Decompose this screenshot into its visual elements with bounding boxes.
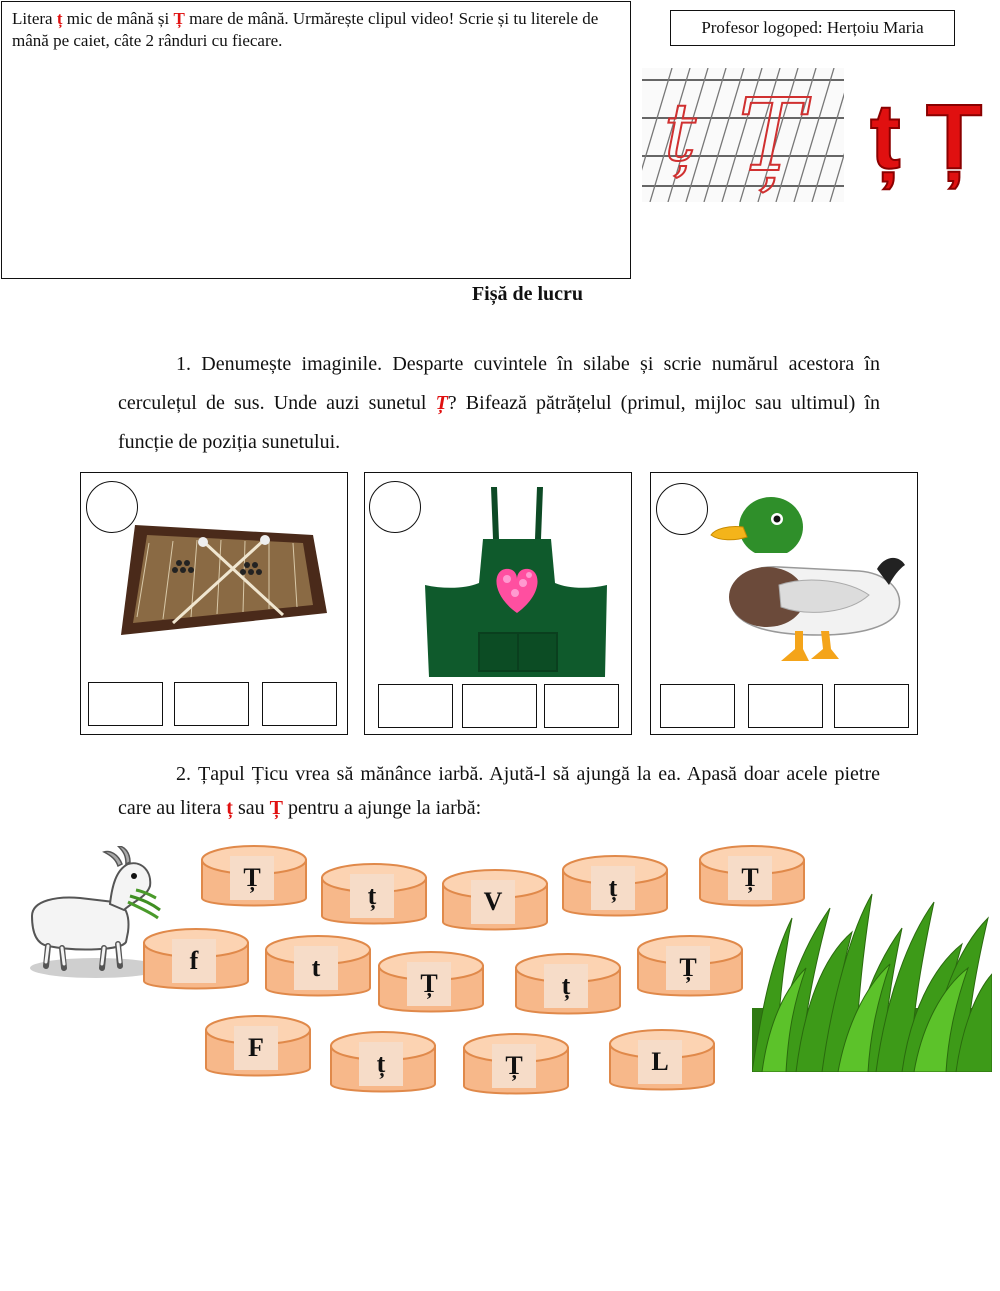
stone-letter: Ț <box>666 946 710 990</box>
block-capital-letter: Ț <box>926 86 983 188</box>
stone-button[interactable] <box>377 948 485 1020</box>
stone-letter: f <box>172 939 216 983</box>
dulcimer-image <box>113 513 333 643</box>
exercise-2-text-before: 2. Țapul Țicu vrea să mănânce iarbă. Ajută-l să ajungă la ea. Apasă doar acele pietre care au litera <box>118 763 880 819</box>
stone-letter: Ț <box>728 856 772 900</box>
block-small-letter: ț <box>870 86 901 188</box>
stone-button[interactable] <box>462 1030 570 1102</box>
stone-button[interactable] <box>320 860 428 932</box>
video-instruction-box <box>1 1 631 279</box>
stone-button[interactable] <box>698 842 806 914</box>
instruction-letter-small: ț <box>56 9 63 28</box>
stone-letter: ț <box>544 964 588 1008</box>
stone-letter: ț <box>350 874 394 918</box>
picture-card-dulcimer <box>80 472 348 735</box>
syllable-count-circle[interactable] <box>656 483 708 535</box>
cursive-capital-letter: Ț <box>738 77 805 194</box>
exercise-1-text <box>118 345 880 462</box>
stone-button[interactable] <box>142 925 250 997</box>
cursive-letters-image <box>642 68 844 202</box>
stone-button[interactable] <box>264 932 372 1004</box>
exercise-1-text-after: ? Bifează pătrățelul (primul, mijloc sau ultimul) în funcție de poziția sunetului. <box>118 392 881 453</box>
stone-letter: Ț <box>407 962 451 1006</box>
exercise-2-letter-capital: Ț <box>269 797 283 819</box>
duck-image <box>709 485 909 670</box>
picture-card-apron <box>364 472 632 735</box>
stone-button[interactable] <box>636 932 744 1004</box>
sound-position-middle[interactable] <box>748 684 823 728</box>
stone-letter: F <box>234 1026 278 1070</box>
exercise-1-text-before: 1. Denumește imaginile. Desparte cuvintele în silabe și scrie numărul acestora în cerculețul de sus. Unde auzi sunetul <box>118 353 880 414</box>
instruction-text-1: Litera <box>12 9 57 28</box>
stone-button[interactable] <box>514 950 622 1022</box>
stone-letter: Ț <box>230 856 274 900</box>
instruction-text-2: mic de mână și <box>62 9 174 28</box>
exercise-2-text-middle: sau <box>232 797 270 819</box>
stone-button[interactable] <box>561 852 669 924</box>
stone-letter: V <box>471 880 515 924</box>
instruction-letter-capital: Ț <box>173 9 185 28</box>
sound-position-last[interactable] <box>834 684 909 728</box>
stone-letter: t <box>294 946 338 990</box>
stone-button[interactable] <box>200 842 308 914</box>
sound-position-first[interactable] <box>378 684 453 728</box>
stone-letter: ț <box>359 1042 403 1086</box>
exercise-2-letter-small: ț <box>226 797 233 819</box>
block-letters-image <box>862 72 990 192</box>
instruction-text-3: mare de mână. Urmărește clipul video! Scrie și tu literele de mână pe caiet, câte 2 rânduri cu fiecare. <box>12 9 599 50</box>
sound-position-first[interactable] <box>660 684 735 728</box>
cursive-small-letter: ț <box>664 86 697 179</box>
stone-button[interactable] <box>329 1028 437 1100</box>
stone-button[interactable] <box>204 1012 312 1084</box>
stone-button[interactable] <box>441 866 549 938</box>
stone-button[interactable] <box>608 1026 716 1098</box>
sound-position-first[interactable] <box>88 682 163 726</box>
sound-position-middle[interactable] <box>462 684 537 728</box>
sheet-title: Fișă de lucru <box>471 283 584 305</box>
apron-image <box>419 483 609 678</box>
stone-letter: ț <box>591 866 635 910</box>
picture-card-duck <box>650 472 918 735</box>
exercise-2-text-after: pentru a ajunge la iarbă: <box>282 797 482 819</box>
exercise-1-highlight-letter: Ț <box>435 392 448 414</box>
stone-letter: Ț <box>492 1044 536 1088</box>
stone-letter: L <box>638 1040 682 1084</box>
grass-image <box>752 888 992 1072</box>
sound-position-last[interactable] <box>262 682 337 726</box>
exercise-2-text <box>118 757 880 825</box>
sound-position-last[interactable] <box>544 684 619 728</box>
sound-position-middle[interactable] <box>174 682 249 726</box>
syllable-count-circle[interactable] <box>369 481 421 533</box>
author-box: Profesor logoped: Herțoiu Maria <box>670 10 955 46</box>
